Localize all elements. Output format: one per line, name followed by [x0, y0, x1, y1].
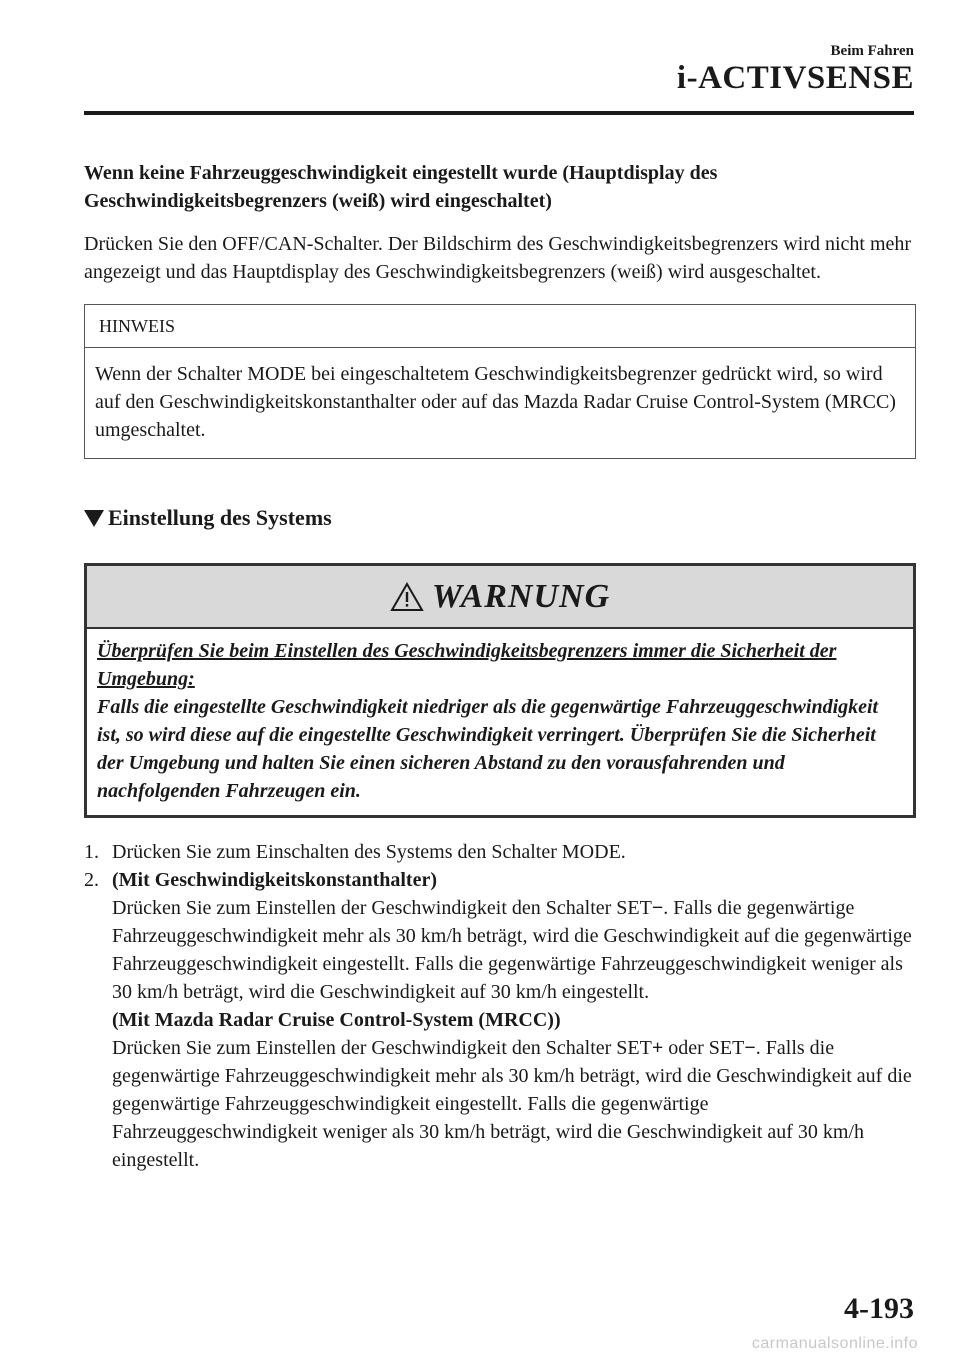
triangle-down-icon [84, 510, 104, 527]
page-number: 4-193 [844, 1292, 914, 1325]
step-text: Drücken Sie zum Einschalten des Systems den Schalter MODE. [112, 841, 626, 863]
step-body [112, 866, 916, 1174]
header-rule [84, 111, 914, 115]
step-number: 2. [84, 869, 99, 891]
subheading: Wenn keine Fahrzeuggeschwindigkeit eingestellt wurde (Hauptdisplay des Geschwindigkeitsbegrenzers (weiß) wird eingeschaltet) [84, 162, 718, 212]
page-header [677, 42, 914, 96]
step-number: 1. [84, 841, 99, 863]
list-item [84, 866, 916, 1174]
section-heading [84, 503, 916, 533]
section-title: Einstellung des Systems [108, 505, 332, 530]
step-subhead: (Mit Mazda Radar Cruise Control-System (MRCC)) [112, 1009, 561, 1031]
minus-symbol-icon: − [744, 1037, 756, 1059]
minus-symbol-icon: − [651, 897, 664, 919]
step-text: oder SET [663, 1037, 745, 1059]
steps-list [84, 838, 916, 1174]
step-subhead: (Mit Geschwindigkeitskonstanthalter) [112, 869, 437, 891]
note-text: Wenn der Schalter MODE bei eingeschaltetem Geschwindigkeitsbegrenzer gedrückt wird, so wird auf den Geschwindigkeitskonstanthalter oder auf das Mazda Radar Cruise Control-System (MRCC) umgeschaltet. [95, 363, 896, 441]
step-text: Drücken Sie zum Einstellen der Geschwindigkeit den Schalter SET [112, 1037, 652, 1059]
warning-text: Falls die eingestellte Geschwindigkeit niedriger als die gegenwärtige Fahrzeuggeschwindigkeit ist, so wird diese auf die eingestellte Geschwindigkeit verringert. Überprüfen Sie die Sicherheit der Umgebung und halten Sie einen sicheren Abstand zu den vorausfahrenden und nachfolgenden Fahrzeugen ein. [97, 696, 879, 802]
step-paragraph [112, 1034, 916, 1174]
watermark: carmanualsonline.info [751, 1335, 918, 1352]
warning-triangle-icon [390, 582, 424, 612]
step-text: . Falls die gegenwärtige Fahrzeuggeschwindigkeit mehr als 30 km/h beträgt, wird die Geschwindigkeit auf die gegenwärtige Fahrzeuggeschwindigkeit eingestellt. Falls die gegenwärtige Fahrzeuggeschwindigkeit weniger als 30 km/h beträgt, wird die Geschwindigkeit auf 30 km/h eingestellt. [112, 897, 912, 1003]
step-text: Drücken Sie zum Einstellen der Geschwindigkeit den Schalter SET [112, 897, 652, 919]
warning-header [87, 566, 913, 629]
chapter-title: i-ACTIVSENSE [676, 60, 914, 96]
plus-symbol-icon: + [651, 1037, 664, 1059]
step-text: . Falls die gegenwärtige Fahrzeuggeschwindigkeit mehr als 30 km/h beträgt, wird die Geschwindigkeit auf die gegenwärtige Fahrzeuggeschwindigkeit eingestellt. Falls die gegenwärtige Fahrzeuggeschwindigkeit weniger als 30 km/h beträgt, wird die Geschwindigkeit auf 30 km/h eingestellt. [112, 1037, 912, 1171]
note-box [84, 304, 916, 459]
warning-underlined: Überprüfen Sie beim Einstellen des Geschwindigkeitsbegrenzers immer die Sicherheit der Umgebung: [97, 640, 837, 690]
page-content [84, 159, 916, 1174]
section-label: Beim Fahren [830, 43, 914, 59]
warning-box [84, 563, 916, 818]
paragraph: Drücken Sie den OFF/CAN-Schalter. Der Bildschirm des Geschwindigkeitsbegrenzers wird nicht mehr angezeigt und das Hauptdisplay des Geschwindigkeitsbegrenzers (weiß) wird ausgeschaltet. [84, 233, 912, 283]
step-paragraph [112, 894, 916, 1006]
warning-title: WARNUNG [431, 577, 611, 615]
list-item [84, 838, 916, 866]
warning-body [87, 629, 913, 815]
note-label: HINWEIS [85, 305, 915, 348]
